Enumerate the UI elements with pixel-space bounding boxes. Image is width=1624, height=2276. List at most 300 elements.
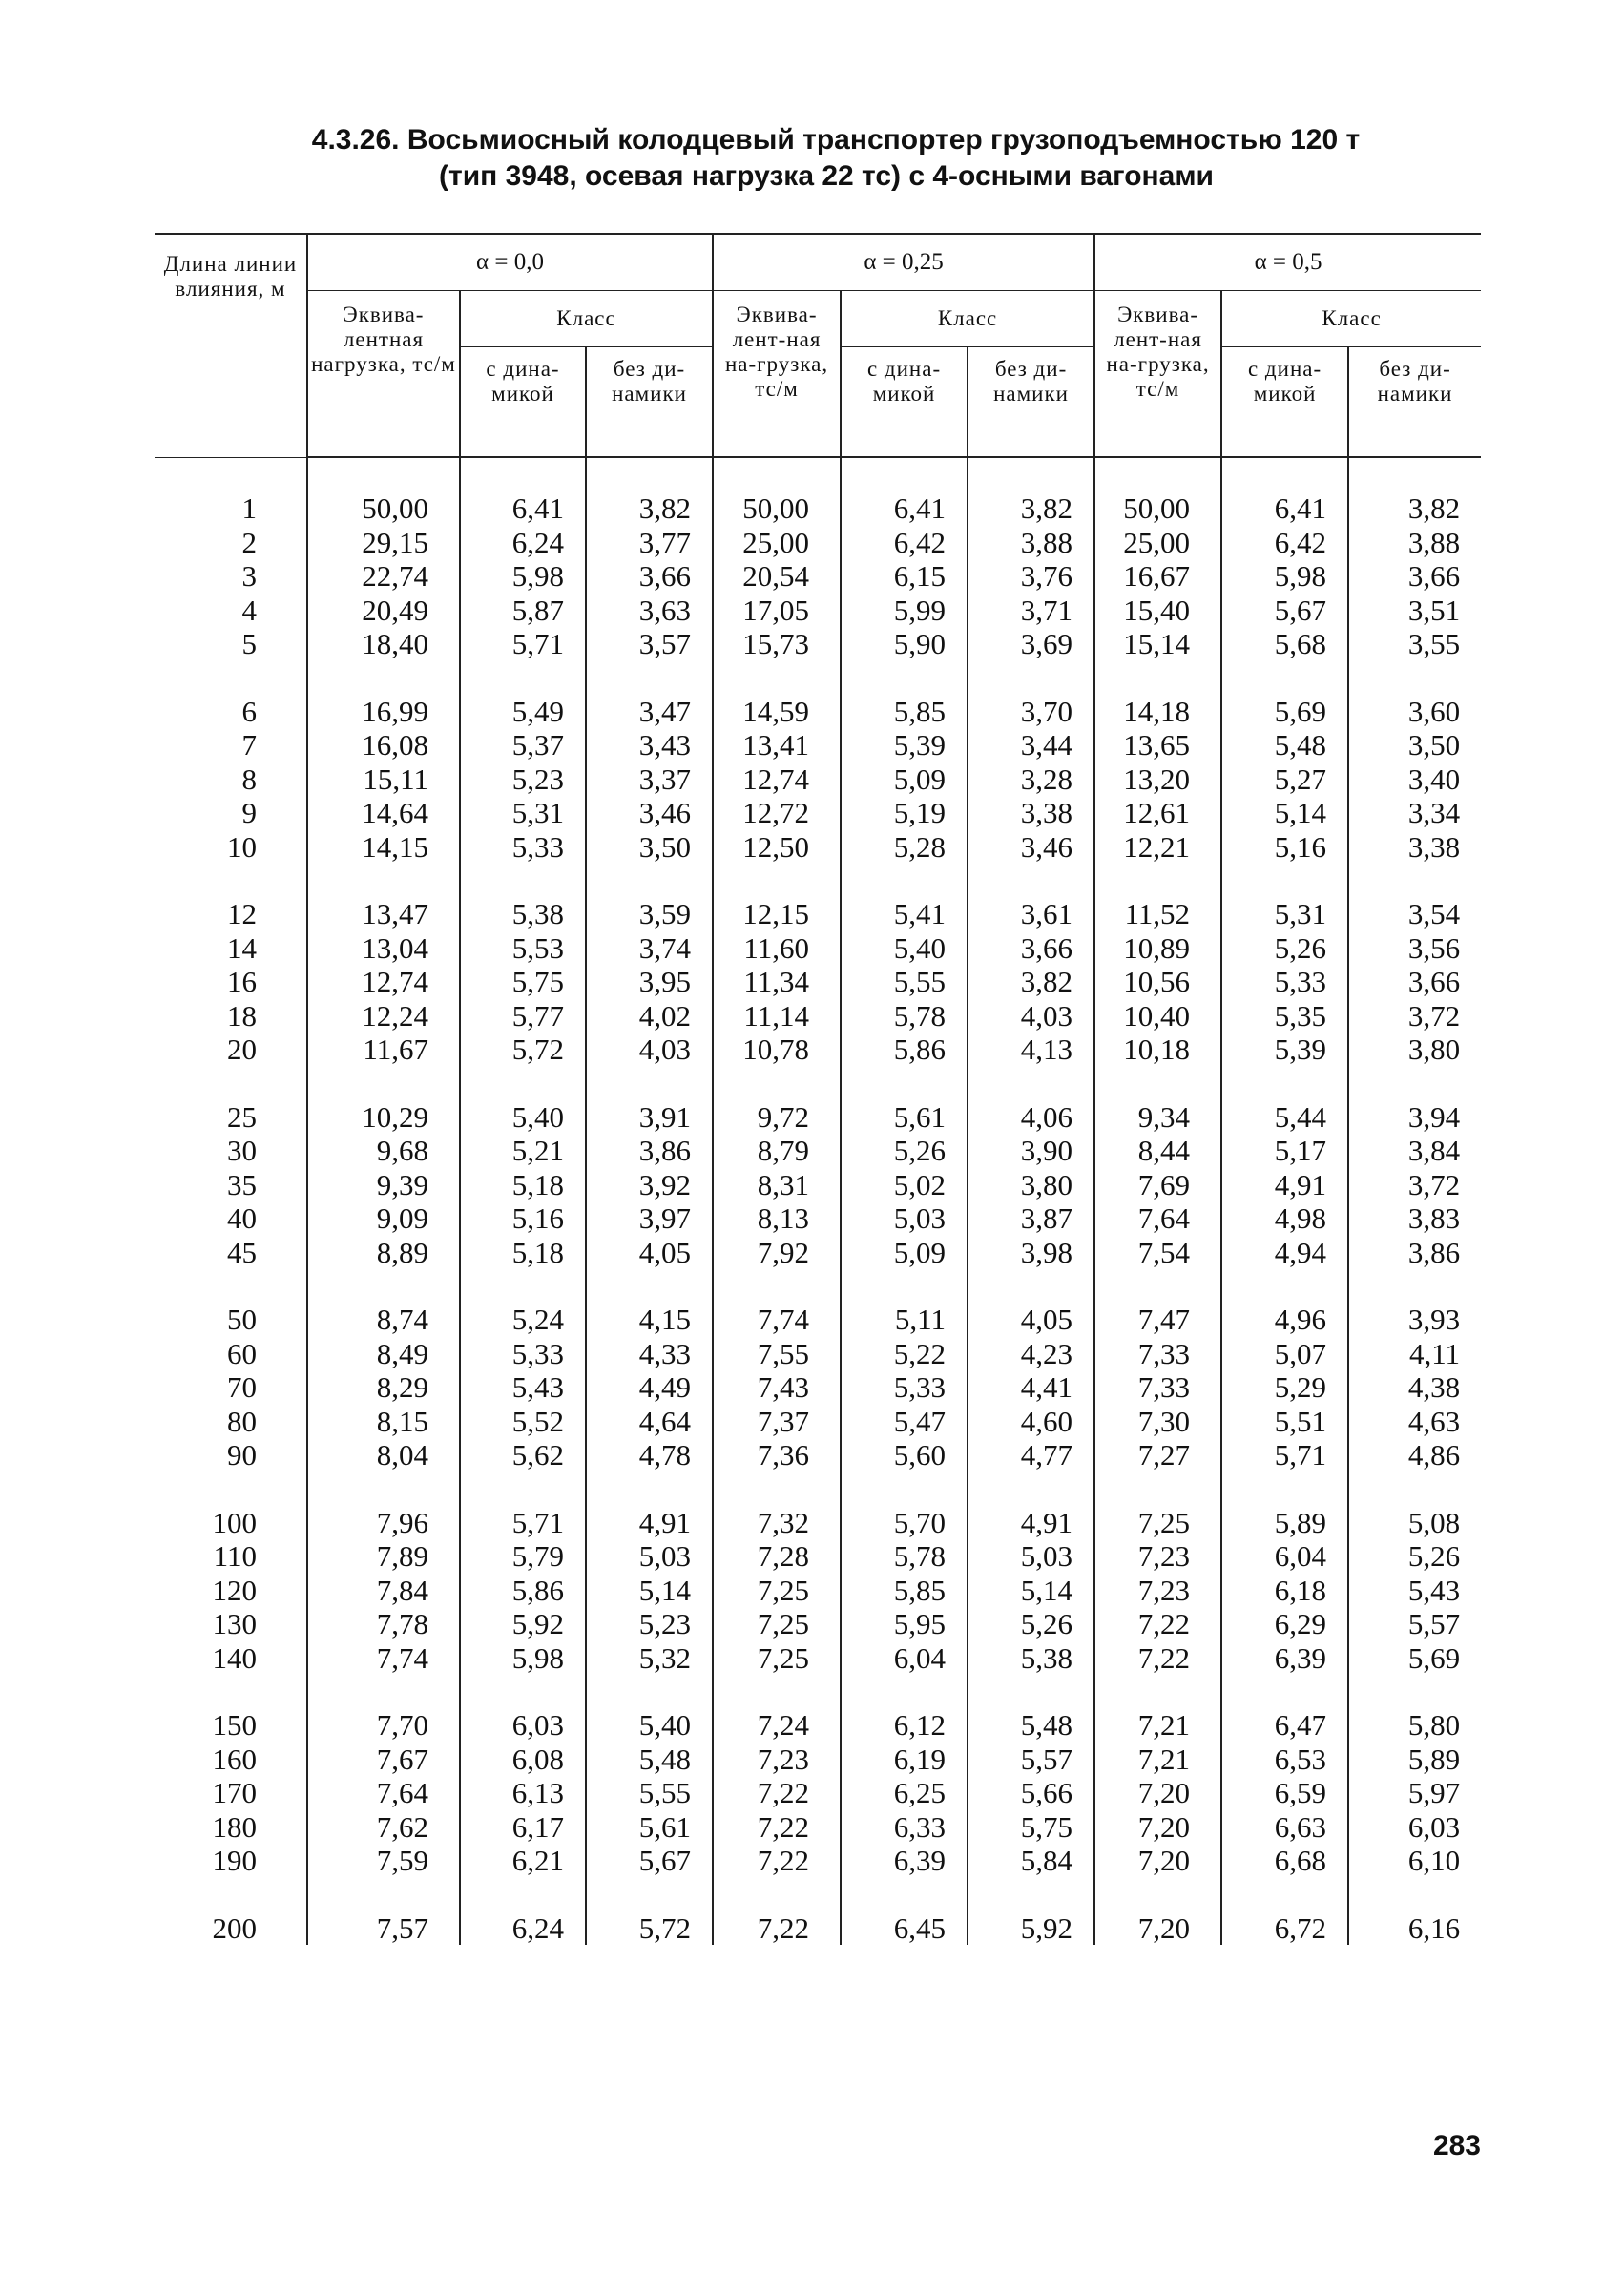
with-dynamics-cell: 5,31 bbox=[460, 796, 586, 830]
length-cell: 90 bbox=[227, 1438, 257, 1472]
length-cell: 7 bbox=[241, 728, 257, 762]
with-dynamics-cell: 6,39 bbox=[1221, 1641, 1348, 1676]
header-length: Длина линии влияния, м bbox=[155, 234, 307, 457]
with-dynamics-cell: 6,04 bbox=[1221, 1539, 1348, 1574]
with-dynamics-cell: 6,53 bbox=[1221, 1743, 1348, 1777]
header-with-dynamics-0: с дина-микой bbox=[460, 347, 586, 458]
equivalent-cell: 9,09 bbox=[307, 1201, 460, 1236]
with-dynamics-cell: 5,33 bbox=[460, 1337, 586, 1371]
length-cell: 160 bbox=[212, 1742, 257, 1776]
equivalent-cell: 7,22 bbox=[1094, 1641, 1221, 1676]
with-dynamics-cell: 5,14 bbox=[1221, 796, 1348, 830]
table-row bbox=[155, 931, 1481, 966]
equivalent-cell: 9,34 bbox=[1094, 1100, 1221, 1135]
equivalent-cell: 7,21 bbox=[1094, 1743, 1221, 1777]
equivalent-cell: 7,69 bbox=[1094, 1168, 1221, 1202]
equivalent-cell: 14,59 bbox=[713, 695, 841, 729]
with-dynamics-cell: 5,85 bbox=[841, 695, 968, 729]
without-dynamics-cell: 3,91 bbox=[586, 1100, 713, 1135]
length-cell: 3 bbox=[241, 559, 257, 593]
with-dynamics-cell: 6,08 bbox=[460, 1743, 586, 1777]
equivalent-cell: 8,49 bbox=[307, 1337, 460, 1371]
with-dynamics-cell: 6,45 bbox=[841, 1911, 968, 1946]
with-dynamics-cell: 5,40 bbox=[841, 931, 968, 966]
without-dynamics-cell: 3,40 bbox=[1348, 762, 1481, 797]
without-dynamics-cell: 5,32 bbox=[586, 1641, 713, 1676]
with-dynamics-cell: 6,42 bbox=[841, 526, 968, 560]
equivalent-cell: 8,44 bbox=[1094, 1134, 1221, 1168]
equivalent-cell: 7,62 bbox=[307, 1810, 460, 1845]
without-dynamics-cell: 3,86 bbox=[586, 1134, 713, 1168]
equivalent-cell: 7,64 bbox=[1094, 1201, 1221, 1236]
without-dynamics-cell: 5,48 bbox=[968, 1708, 1094, 1743]
equivalent-cell: 10,56 bbox=[1094, 965, 1221, 999]
without-dynamics-cell: 5,14 bbox=[968, 1574, 1094, 1608]
with-dynamics-cell: 6,21 bbox=[460, 1844, 586, 1878]
with-dynamics-cell: 5,61 bbox=[841, 1100, 968, 1135]
without-dynamics-cell: 3,93 bbox=[1348, 1303, 1481, 1337]
equivalent-cell: 14,64 bbox=[307, 796, 460, 830]
table-row bbox=[155, 999, 1481, 1034]
without-dynamics-cell: 4,06 bbox=[968, 1100, 1094, 1135]
equivalent-cell: 8,31 bbox=[713, 1168, 841, 1202]
without-dynamics-cell: 3,92 bbox=[586, 1168, 713, 1202]
table-row bbox=[155, 559, 1481, 594]
equivalent-cell: 7,54 bbox=[1094, 1236, 1221, 1270]
table-row bbox=[155, 491, 1481, 526]
table-row bbox=[155, 830, 1481, 865]
equivalent-cell: 9,68 bbox=[307, 1134, 460, 1168]
header-without-dynamics-05: без ди-намики bbox=[1348, 347, 1481, 458]
with-dynamics-cell: 5,60 bbox=[841, 1438, 968, 1472]
without-dynamics-cell: 3,66 bbox=[586, 559, 713, 594]
with-dynamics-cell: 6,24 bbox=[460, 1911, 586, 1946]
table-row bbox=[155, 762, 1481, 797]
without-dynamics-cell: 3,46 bbox=[968, 830, 1094, 865]
length-cell: 170 bbox=[212, 1776, 257, 1809]
without-dynamics-cell: 5,80 bbox=[1348, 1708, 1481, 1743]
equivalent-cell: 8,79 bbox=[713, 1134, 841, 1168]
equivalent-cell: 29,15 bbox=[307, 526, 460, 560]
with-dynamics-cell: 5,86 bbox=[460, 1574, 586, 1608]
without-dynamics-cell: 3,50 bbox=[586, 830, 713, 865]
length-cell: 6 bbox=[241, 694, 257, 728]
equivalent-cell: 9,39 bbox=[307, 1168, 460, 1202]
header-alpha-0: α = 0,0 bbox=[307, 234, 713, 291]
with-dynamics-cell: 5,98 bbox=[460, 559, 586, 594]
with-dynamics-cell: 5,33 bbox=[841, 1370, 968, 1405]
with-dynamics-cell: 5,75 bbox=[460, 965, 586, 999]
without-dynamics-cell: 4,11 bbox=[1348, 1337, 1481, 1371]
title-line-1: 4.3.26. Восьмиосный колодцевый транспортер грузоподъемностью 120 т bbox=[311, 124, 1361, 156]
equivalent-cell: 7,20 bbox=[1094, 1911, 1221, 1946]
without-dynamics-cell: 5,84 bbox=[968, 1844, 1094, 1878]
header-class-05: Класс bbox=[1221, 291, 1481, 347]
with-dynamics-cell: 5,21 bbox=[460, 1134, 586, 1168]
without-dynamics-cell: 5,40 bbox=[586, 1708, 713, 1743]
without-dynamics-cell: 3,63 bbox=[586, 594, 713, 628]
without-dynamics-cell: 4,13 bbox=[968, 1033, 1094, 1067]
without-dynamics-cell: 3,87 bbox=[968, 1201, 1094, 1236]
without-dynamics-cell: 3,55 bbox=[1348, 627, 1481, 661]
equivalent-cell: 7,43 bbox=[713, 1370, 841, 1405]
equivalent-cell: 7,22 bbox=[713, 1776, 841, 1810]
without-dynamics-cell: 3,98 bbox=[968, 1236, 1094, 1270]
table-row bbox=[155, 1911, 1481, 1946]
without-dynamics-cell: 4,63 bbox=[1348, 1405, 1481, 1439]
without-dynamics-cell: 3,82 bbox=[968, 491, 1094, 526]
equivalent-cell: 7,22 bbox=[713, 1844, 841, 1878]
table-row bbox=[155, 796, 1481, 830]
without-dynamics-cell: 6,16 bbox=[1348, 1911, 1481, 1946]
equivalent-cell: 50,00 bbox=[1094, 491, 1221, 526]
with-dynamics-cell: 5,85 bbox=[841, 1574, 968, 1608]
equivalent-cell: 7,22 bbox=[713, 1810, 841, 1845]
without-dynamics-cell: 5,67 bbox=[586, 1844, 713, 1878]
header-alpha-025: α = 0,25 bbox=[713, 234, 1094, 291]
without-dynamics-cell: 3,57 bbox=[586, 627, 713, 661]
with-dynamics-cell: 6,72 bbox=[1221, 1911, 1348, 1946]
without-dynamics-cell: 3,97 bbox=[586, 1201, 713, 1236]
without-dynamics-cell: 5,89 bbox=[1348, 1743, 1481, 1777]
equivalent-cell: 50,00 bbox=[713, 491, 841, 526]
without-dynamics-cell: 3,71 bbox=[968, 594, 1094, 628]
with-dynamics-cell: 5,49 bbox=[460, 695, 586, 729]
equivalent-cell: 7,74 bbox=[713, 1303, 841, 1337]
equivalent-cell: 7,74 bbox=[307, 1641, 460, 1676]
with-dynamics-cell: 6,68 bbox=[1221, 1844, 1348, 1878]
without-dynamics-cell: 5,48 bbox=[586, 1743, 713, 1777]
length-cell: 70 bbox=[227, 1370, 257, 1404]
length-cell: 4 bbox=[241, 593, 257, 627]
table-row bbox=[155, 1405, 1481, 1439]
header-equivalent-025: Эквива-лент-ная на-грузка, тс/м bbox=[713, 291, 841, 458]
equivalent-cell: 10,78 bbox=[713, 1033, 841, 1067]
equivalent-cell: 8,89 bbox=[307, 1236, 460, 1270]
length-cell: 190 bbox=[212, 1844, 257, 1877]
without-dynamics-cell: 4,78 bbox=[586, 1438, 713, 1472]
with-dynamics-cell: 6,17 bbox=[460, 1810, 586, 1845]
with-dynamics-cell: 5,09 bbox=[841, 1236, 968, 1270]
equivalent-cell: 8,15 bbox=[307, 1405, 460, 1439]
with-dynamics-cell: 5,24 bbox=[460, 1303, 586, 1337]
without-dynamics-cell: 3,47 bbox=[586, 695, 713, 729]
equivalent-cell: 7,20 bbox=[1094, 1776, 1221, 1810]
without-dynamics-cell: 3,50 bbox=[1348, 728, 1481, 762]
without-dynamics-cell: 3,76 bbox=[968, 559, 1094, 594]
with-dynamics-cell: 5,03 bbox=[841, 1201, 968, 1236]
equivalent-cell: 7,89 bbox=[307, 1539, 460, 1574]
length-cell: 30 bbox=[227, 1134, 257, 1167]
equivalent-cell: 13,65 bbox=[1094, 728, 1221, 762]
with-dynamics-cell: 5,55 bbox=[841, 965, 968, 999]
without-dynamics-cell: 3,77 bbox=[586, 526, 713, 560]
equivalent-cell: 22,74 bbox=[307, 559, 460, 594]
length-cell: 18 bbox=[227, 998, 257, 1033]
equivalent-cell: 7,32 bbox=[713, 1506, 841, 1540]
without-dynamics-cell: 5,69 bbox=[1348, 1641, 1481, 1676]
without-dynamics-cell: 5,14 bbox=[586, 1574, 713, 1608]
without-dynamics-cell: 4,05 bbox=[968, 1303, 1094, 1337]
with-dynamics-cell: 5,41 bbox=[841, 897, 968, 931]
with-dynamics-cell: 5,38 bbox=[460, 897, 586, 931]
equivalent-cell: 7,33 bbox=[1094, 1370, 1221, 1405]
equivalent-cell: 7,25 bbox=[713, 1574, 841, 1608]
with-dynamics-cell: 5,71 bbox=[460, 1506, 586, 1540]
with-dynamics-cell: 5,44 bbox=[1221, 1100, 1348, 1135]
equivalent-cell: 12,15 bbox=[713, 897, 841, 931]
without-dynamics-cell: 3,88 bbox=[1348, 526, 1481, 560]
length-cell: 80 bbox=[227, 1404, 257, 1438]
length-cell: 1 bbox=[241, 491, 257, 525]
with-dynamics-cell: 5,67 bbox=[1221, 594, 1348, 628]
length-cell: 8 bbox=[241, 762, 257, 796]
equivalent-cell: 8,29 bbox=[307, 1370, 460, 1405]
table-row bbox=[155, 1810, 1481, 1845]
group-spacer bbox=[155, 1067, 1481, 1100]
with-dynamics-cell: 5,52 bbox=[460, 1405, 586, 1439]
with-dynamics-cell: 5,48 bbox=[1221, 728, 1348, 762]
group-spacer bbox=[155, 457, 1481, 491]
without-dynamics-cell: 4,60 bbox=[968, 1405, 1094, 1439]
with-dynamics-cell: 5,07 bbox=[1221, 1337, 1348, 1371]
without-dynamics-cell: 3,80 bbox=[1348, 1033, 1481, 1067]
without-dynamics-cell: 4,91 bbox=[968, 1506, 1094, 1540]
without-dynamics-cell: 5,92 bbox=[968, 1911, 1094, 1946]
length-cell: 16 bbox=[227, 965, 257, 998]
with-dynamics-cell: 5,27 bbox=[1221, 762, 1348, 797]
with-dynamics-cell: 6,39 bbox=[841, 1844, 968, 1878]
table-row bbox=[155, 1641, 1481, 1676]
table-row bbox=[155, 1506, 1481, 1540]
equivalent-cell: 11,52 bbox=[1094, 897, 1221, 931]
without-dynamics-cell: 5,57 bbox=[1348, 1607, 1481, 1641]
table-row bbox=[155, 1607, 1481, 1641]
page-number: 283 bbox=[1432, 2130, 1481, 2161]
with-dynamics-cell: 5,98 bbox=[1221, 559, 1348, 594]
equivalent-cell: 7,33 bbox=[1094, 1337, 1221, 1371]
with-dynamics-cell: 5,98 bbox=[460, 1641, 586, 1676]
table-row bbox=[155, 1134, 1481, 1168]
length-cell: 130 bbox=[212, 1607, 257, 1640]
without-dynamics-cell: 3,66 bbox=[1348, 965, 1481, 999]
without-dynamics-cell: 3,51 bbox=[1348, 594, 1481, 628]
without-dynamics-cell: 5,38 bbox=[968, 1641, 1094, 1676]
length-cell: 5 bbox=[241, 627, 257, 660]
equivalent-cell: 12,24 bbox=[307, 999, 460, 1034]
without-dynamics-cell: 3,74 bbox=[586, 931, 713, 966]
length-cell: 14 bbox=[227, 930, 257, 965]
equivalent-cell: 12,21 bbox=[1094, 830, 1221, 865]
length-cell: 10 bbox=[227, 829, 257, 864]
equivalent-cell: 11,60 bbox=[713, 931, 841, 966]
equivalent-cell: 11,14 bbox=[713, 999, 841, 1034]
without-dynamics-cell: 3,86 bbox=[1348, 1236, 1481, 1270]
equivalent-cell: 7,25 bbox=[1094, 1506, 1221, 1540]
with-dynamics-cell: 5,19 bbox=[841, 796, 968, 830]
without-dynamics-cell: 3,66 bbox=[1348, 559, 1481, 594]
without-dynamics-cell: 3,59 bbox=[586, 897, 713, 931]
group-spacer bbox=[155, 1878, 1481, 1911]
equivalent-cell: 8,13 bbox=[713, 1201, 841, 1236]
equivalent-cell: 7,22 bbox=[1094, 1607, 1221, 1641]
with-dynamics-cell: 5,39 bbox=[1221, 1033, 1348, 1067]
equivalent-cell: 7,84 bbox=[307, 1574, 460, 1608]
length-cell: 200 bbox=[212, 1911, 257, 1945]
equivalent-cell: 7,22 bbox=[713, 1911, 841, 1946]
equivalent-cell: 25,00 bbox=[1094, 526, 1221, 560]
equivalent-cell: 7,23 bbox=[1094, 1539, 1221, 1574]
equivalent-cell: 10,29 bbox=[307, 1100, 460, 1135]
without-dynamics-cell: 3,69 bbox=[968, 627, 1094, 661]
header-without-dynamics-0: без ди-намики bbox=[586, 347, 713, 458]
with-dynamics-cell: 5,09 bbox=[841, 762, 968, 797]
table-body bbox=[155, 457, 1481, 1945]
length-cell: 120 bbox=[212, 1573, 257, 1607]
equivalent-cell: 10,40 bbox=[1094, 999, 1221, 1034]
without-dynamics-cell: 3,72 bbox=[1348, 1168, 1481, 1202]
with-dynamics-cell: 4,98 bbox=[1221, 1201, 1348, 1236]
equivalent-cell: 7,20 bbox=[1094, 1844, 1221, 1878]
length-cell: 60 bbox=[227, 1336, 257, 1370]
with-dynamics-cell: 6,25 bbox=[841, 1776, 968, 1810]
length-cell: 2 bbox=[241, 525, 257, 559]
with-dynamics-cell: 5,16 bbox=[460, 1201, 586, 1236]
with-dynamics-cell: 5,95 bbox=[841, 1607, 968, 1641]
table-row bbox=[155, 728, 1481, 762]
equivalent-cell: 7,64 bbox=[307, 1776, 460, 1810]
with-dynamics-cell: 6,04 bbox=[841, 1641, 968, 1676]
table-row bbox=[155, 1033, 1481, 1067]
equivalent-cell: 10,18 bbox=[1094, 1033, 1221, 1067]
length-cell: 9 bbox=[241, 796, 257, 829]
length-cell: 110 bbox=[213, 1539, 257, 1573]
table-row bbox=[155, 1743, 1481, 1777]
without-dynamics-cell: 5,75 bbox=[968, 1810, 1094, 1845]
with-dynamics-cell: 5,69 bbox=[1221, 695, 1348, 729]
without-dynamics-cell: 3,46 bbox=[586, 796, 713, 830]
with-dynamics-cell: 5,90 bbox=[841, 627, 968, 661]
without-dynamics-cell: 5,03 bbox=[968, 1539, 1094, 1574]
with-dynamics-cell: 5,71 bbox=[1221, 1438, 1348, 1472]
table-row bbox=[155, 1236, 1481, 1270]
without-dynamics-cell: 4,33 bbox=[586, 1337, 713, 1371]
equivalent-cell: 7,78 bbox=[307, 1607, 460, 1641]
equivalent-cell: 15,14 bbox=[1094, 627, 1221, 661]
header-with-dynamics-025: с дина-микой bbox=[841, 347, 968, 458]
without-dynamics-cell: 3,72 bbox=[1348, 999, 1481, 1034]
without-dynamics-cell: 3,82 bbox=[586, 491, 713, 526]
without-dynamics-cell: 3,43 bbox=[586, 728, 713, 762]
equivalent-cell: 13,20 bbox=[1094, 762, 1221, 797]
equivalent-cell: 17,05 bbox=[713, 594, 841, 628]
equivalent-cell: 8,04 bbox=[307, 1438, 460, 1472]
equivalent-cell: 15,11 bbox=[307, 762, 460, 797]
equivalent-cell: 7,57 bbox=[307, 1911, 460, 1946]
equivalent-cell: 16,67 bbox=[1094, 559, 1221, 594]
without-dynamics-cell: 3,34 bbox=[1348, 796, 1481, 830]
header-equivalent-05: Эквива-лент-ная на-грузка, тс/м bbox=[1094, 291, 1221, 458]
with-dynamics-cell: 5,62 bbox=[460, 1438, 586, 1472]
equivalent-cell: 7,24 bbox=[713, 1708, 841, 1743]
equivalent-cell: 9,72 bbox=[713, 1100, 841, 1135]
without-dynamics-cell: 3,54 bbox=[1348, 897, 1481, 931]
length-cell: 180 bbox=[212, 1809, 257, 1844]
equivalent-cell: 15,40 bbox=[1094, 594, 1221, 628]
without-dynamics-cell: 3,95 bbox=[586, 965, 713, 999]
with-dynamics-cell: 6,12 bbox=[841, 1708, 968, 1743]
equivalent-cell: 20,54 bbox=[713, 559, 841, 594]
equivalent-cell: 20,49 bbox=[307, 594, 460, 628]
table-title bbox=[0, 122, 1624, 195]
with-dynamics-cell: 5,78 bbox=[841, 1539, 968, 1574]
equivalent-cell: 7,92 bbox=[713, 1236, 841, 1270]
equivalent-cell: 18,40 bbox=[307, 627, 460, 661]
equivalent-cell: 7,28 bbox=[713, 1539, 841, 1574]
table-row bbox=[155, 1708, 1481, 1743]
without-dynamics-cell: 5,23 bbox=[586, 1607, 713, 1641]
equivalent-cell: 7,37 bbox=[713, 1405, 841, 1439]
equivalent-cell: 7,96 bbox=[307, 1506, 460, 1540]
without-dynamics-cell: 3,38 bbox=[968, 796, 1094, 830]
table-row bbox=[155, 1776, 1481, 1810]
equivalent-cell: 7,30 bbox=[1094, 1405, 1221, 1439]
table-row bbox=[155, 1539, 1481, 1574]
title-line-2: (тип 3948, осевая нагрузка 22 тс) с 4-осными вагонами bbox=[439, 160, 1214, 192]
without-dynamics-cell: 3,80 bbox=[968, 1168, 1094, 1202]
without-dynamics-cell: 3,28 bbox=[968, 762, 1094, 797]
with-dynamics-cell: 6,13 bbox=[460, 1776, 586, 1810]
with-dynamics-cell: 5,51 bbox=[1221, 1405, 1348, 1439]
without-dynamics-cell: 3,60 bbox=[1348, 695, 1481, 729]
length-cell: 150 bbox=[212, 1708, 257, 1742]
without-dynamics-cell: 3,61 bbox=[968, 897, 1094, 931]
with-dynamics-cell: 5,53 bbox=[460, 931, 586, 966]
with-dynamics-cell: 6,63 bbox=[1221, 1810, 1348, 1845]
equivalent-cell: 7,23 bbox=[713, 1743, 841, 1777]
with-dynamics-cell: 5,31 bbox=[1221, 897, 1348, 931]
with-dynamics-cell: 6,41 bbox=[1221, 491, 1348, 526]
without-dynamics-cell: 5,66 bbox=[968, 1776, 1094, 1810]
without-dynamics-cell: 3,66 bbox=[968, 931, 1094, 966]
header-without-dynamics-025: без ди-намики bbox=[968, 347, 1094, 458]
header-equivalent-0: Эквива-лентная нагрузка, тс/м bbox=[307, 291, 460, 458]
without-dynamics-cell: 3,82 bbox=[1348, 491, 1481, 526]
with-dynamics-cell: 5,18 bbox=[460, 1236, 586, 1270]
without-dynamics-cell: 3,90 bbox=[968, 1134, 1094, 1168]
length-cell: 25 bbox=[227, 1099, 257, 1134]
equivalent-cell: 7,27 bbox=[1094, 1438, 1221, 1472]
equivalent-cell: 7,55 bbox=[713, 1337, 841, 1371]
with-dynamics-cell: 5,33 bbox=[1221, 965, 1348, 999]
equivalent-cell: 8,74 bbox=[307, 1303, 460, 1337]
header-with-dynamics-05: с дина-микой bbox=[1221, 347, 1348, 458]
with-dynamics-cell: 5,35 bbox=[1221, 999, 1348, 1034]
table-row bbox=[155, 627, 1481, 661]
without-dynamics-cell: 4,64 bbox=[586, 1405, 713, 1439]
with-dynamics-cell: 5,29 bbox=[1221, 1370, 1348, 1405]
table-row bbox=[155, 695, 1481, 729]
without-dynamics-cell: 4,77 bbox=[968, 1438, 1094, 1472]
length-cell: 100 bbox=[212, 1505, 257, 1539]
equivalent-cell: 12,50 bbox=[713, 830, 841, 865]
without-dynamics-cell: 5,03 bbox=[586, 1539, 713, 1574]
equivalent-cell: 7,47 bbox=[1094, 1303, 1221, 1337]
with-dynamics-cell: 5,33 bbox=[460, 830, 586, 865]
with-dynamics-cell: 5,02 bbox=[841, 1168, 968, 1202]
equivalent-cell: 14,18 bbox=[1094, 695, 1221, 729]
with-dynamics-cell: 5,28 bbox=[841, 830, 968, 865]
